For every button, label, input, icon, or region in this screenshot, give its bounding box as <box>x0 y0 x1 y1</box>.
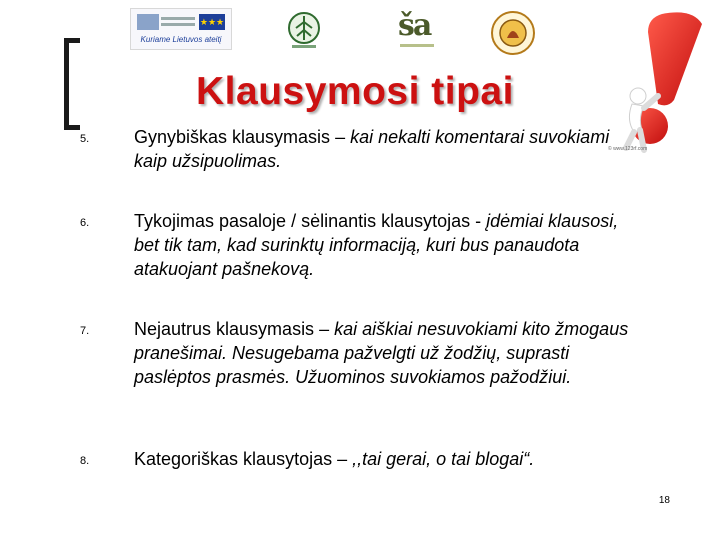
decorative-bracket <box>64 38 80 130</box>
item-term: Nejautrus klausymasis <box>134 319 315 339</box>
item-number: 5. <box>80 133 90 145</box>
eu-logo-caption: Kuriame Lietuvos ateitį <box>140 35 222 44</box>
item-text: Nejautrus klausymasis – kai aiškiai nesuvokiami kito žmogaus pranešimai. Nesugebama pažvelgti už žodžių, suprasti paslėptos prasmės. Užuominos suvokiamos pažodžiui. <box>134 319 629 387</box>
lithuania-emblem-icon <box>137 14 159 30</box>
item-number: 8. <box>80 455 90 467</box>
item-text: Gynybiškas klausymasis – kai nekalti komentarai suvokiami kaip užsipuolimas. <box>134 127 610 171</box>
item-term: Kategoriškas klausytojas <box>134 449 333 469</box>
item-term: Tykojimas pasaloje / sėlinantis klausytojas <box>134 211 471 231</box>
item-text: Tykojimas pasaloje / sėlinantis klausytojas - įdėmiai klausosi, bet tik tam, kad surinktų informaciją, kuri bus panaudota atakuojant pašnekovą. <box>134 211 619 279</box>
header-logos <box>130 8 560 54</box>
item-text: Kategoriškas klausytojas – ,,tai gerai, o tai blogai“. <box>134 449 535 469</box>
item-definition: ,,tai gerai, o tai blogai“. <box>352 449 535 469</box>
item-number: 6. <box>80 217 90 229</box>
page-number: 18 <box>658 495 670 506</box>
item-definition: kai aiškiai nesuvokiami kito žmogaus pranešimai. Nesugebama pažvelgti už žodžių, suprasti paslėptos prasmės. Užuominos suvokiamos pažodžiui. <box>134 319 629 387</box>
item-definition: įdėmiai klausosi, bet tik tam, kad surinktų informaciją, kuri bus panaudota atakuojant pašnekovą. <box>134 211 619 279</box>
item-definition: kai nekalti komentarai suvokiami kaip užsipuolimas. <box>134 127 610 171</box>
green-emblem-logo <box>282 10 326 52</box>
sa-logo-text: ša <box>398 8 431 43</box>
sa-logo <box>398 8 430 43</box>
item-number: 7. <box>80 325 90 337</box>
round-seal-logo <box>490 10 536 56</box>
slide-title: Klausymosi tipai <box>196 70 514 113</box>
item-term: Gynybiškas klausymasis <box>134 127 331 147</box>
image-credit: © www.123rf.com <box>608 146 648 152</box>
eu-stars-icon: ★★★ <box>199 17 225 27</box>
eu-structural-funds-logo <box>130 8 232 50</box>
